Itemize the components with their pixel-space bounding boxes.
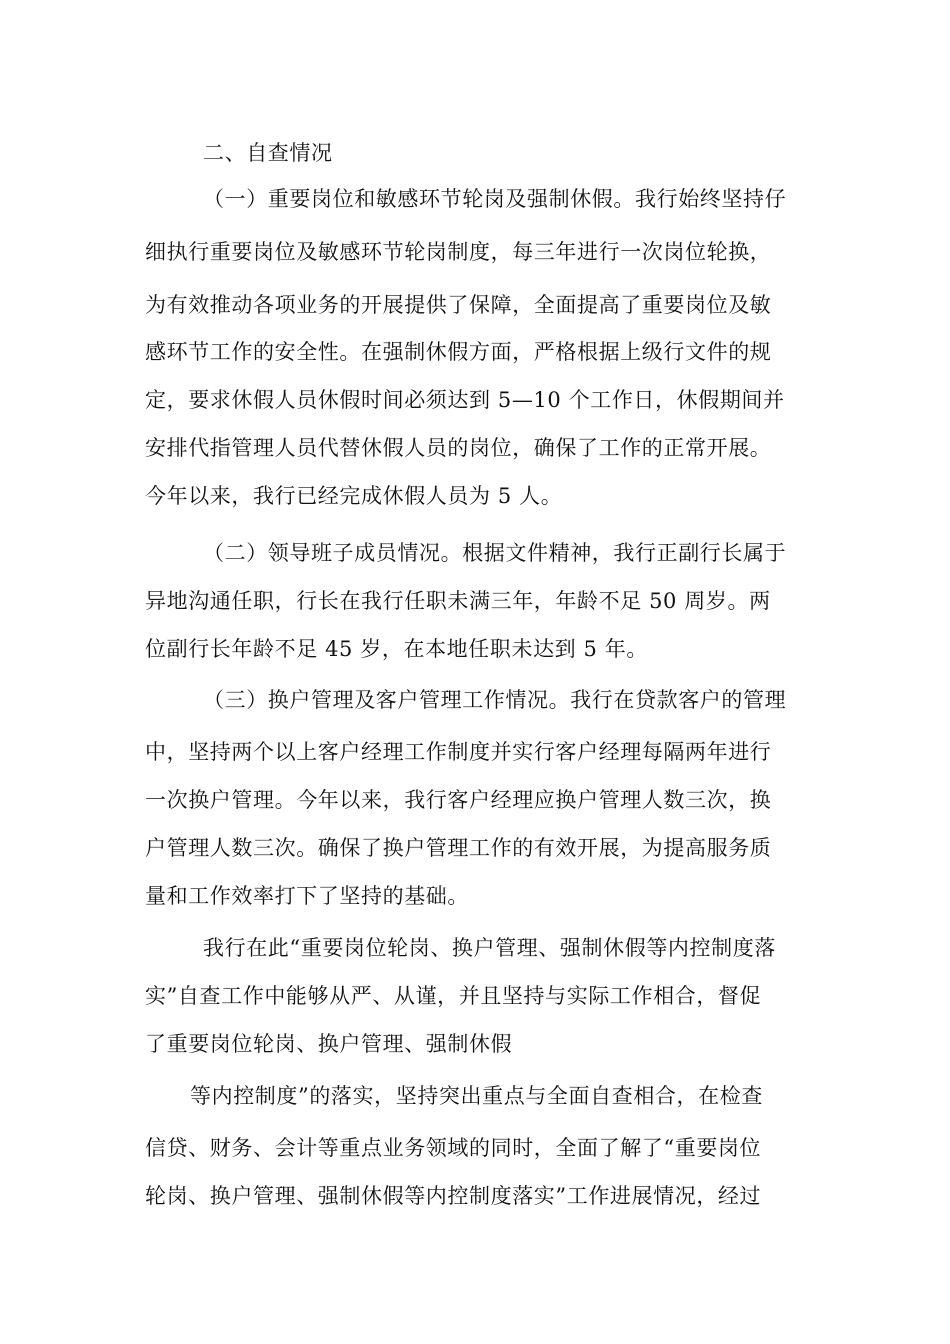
- paragraph-line: 位副行长年龄不足 45 岁，在本地任职未达到 5 年。: [145, 637, 648, 661]
- paragraph-line: 信贷、财务、会计等重点业务领域的同时，全面了解了“重要岗位: [145, 1136, 762, 1160]
- paragraph-line: 为有效推动各项业务的开展提供了保障，全面提高了重要岗位及敏: [145, 293, 772, 317]
- paragraph-line: 定，要求休假人员休假时间必须达到 5—10 个工作日，休假期间并: [145, 388, 785, 412]
- paragraph-line: 户管理人数三次。确保了换户管理工作的有效开展，为提高服务质: [145, 836, 772, 860]
- paragraph-line: 中，坚持两个以上客户经理工作制度并实行客户经理每隔两年进行: [145, 740, 772, 764]
- paragraph-line: 安排代指管理人员代替休假人员的岗位，确保了工作的正常开展。: [145, 436, 772, 460]
- paragraph-line: 一次换户管理。今年以来，我行客户经理应换户管理人数三次，换: [145, 788, 772, 812]
- section-heading: 二、自查情况: [203, 141, 333, 165]
- paragraph-line: 异地沟通任职，行长在我行任职未满三年，年龄不足 50 周岁。两: [145, 589, 771, 613]
- paragraph-line: 实”自查工作中能够从严、从谨，并且坚持与实际工作相合，督促: [145, 984, 762, 1008]
- paragraph-line: 等内控制度”的落实，坚持突出重点与全面自查相合，在检查: [190, 1084, 763, 1108]
- paragraph-line: 我行在此“重要岗位轮岗、换户管理、强制休假等内控制度落: [203, 936, 776, 960]
- paragraph-line: 感环节工作的安全性。在强制休假方面，严格根据上级行文件的规: [145, 340, 772, 364]
- paragraph-line: 细执行重要岗位及敏感环节轮岗制度，每三年进行一次岗位轮换，: [145, 240, 772, 264]
- paragraph-line: （一）重要岗位和敏感环节轮岗及强制休假。我行始终坚持仔: [203, 187, 787, 211]
- paragraph-line: 今年以来，我行已经完成休假人员为 5 人。: [145, 484, 563, 508]
- paragraph-line: 量和工作效率打下了坚持的基础。: [145, 884, 469, 908]
- paragraph-line: 轮岗、换户管理、强制休假等内控制度落实”工作进展情况，经过: [145, 1184, 762, 1208]
- paragraph-line: （二）领导班子成员情况。根据文件精神，我行正副行长属于: [203, 541, 787, 565]
- paragraph-line: 了重要岗位轮岗、换户管理、强制休假: [145, 1032, 513, 1056]
- paragraph-line: （三）换户管理及客户管理工作情况。我行在贷款客户的管理: [203, 688, 787, 712]
